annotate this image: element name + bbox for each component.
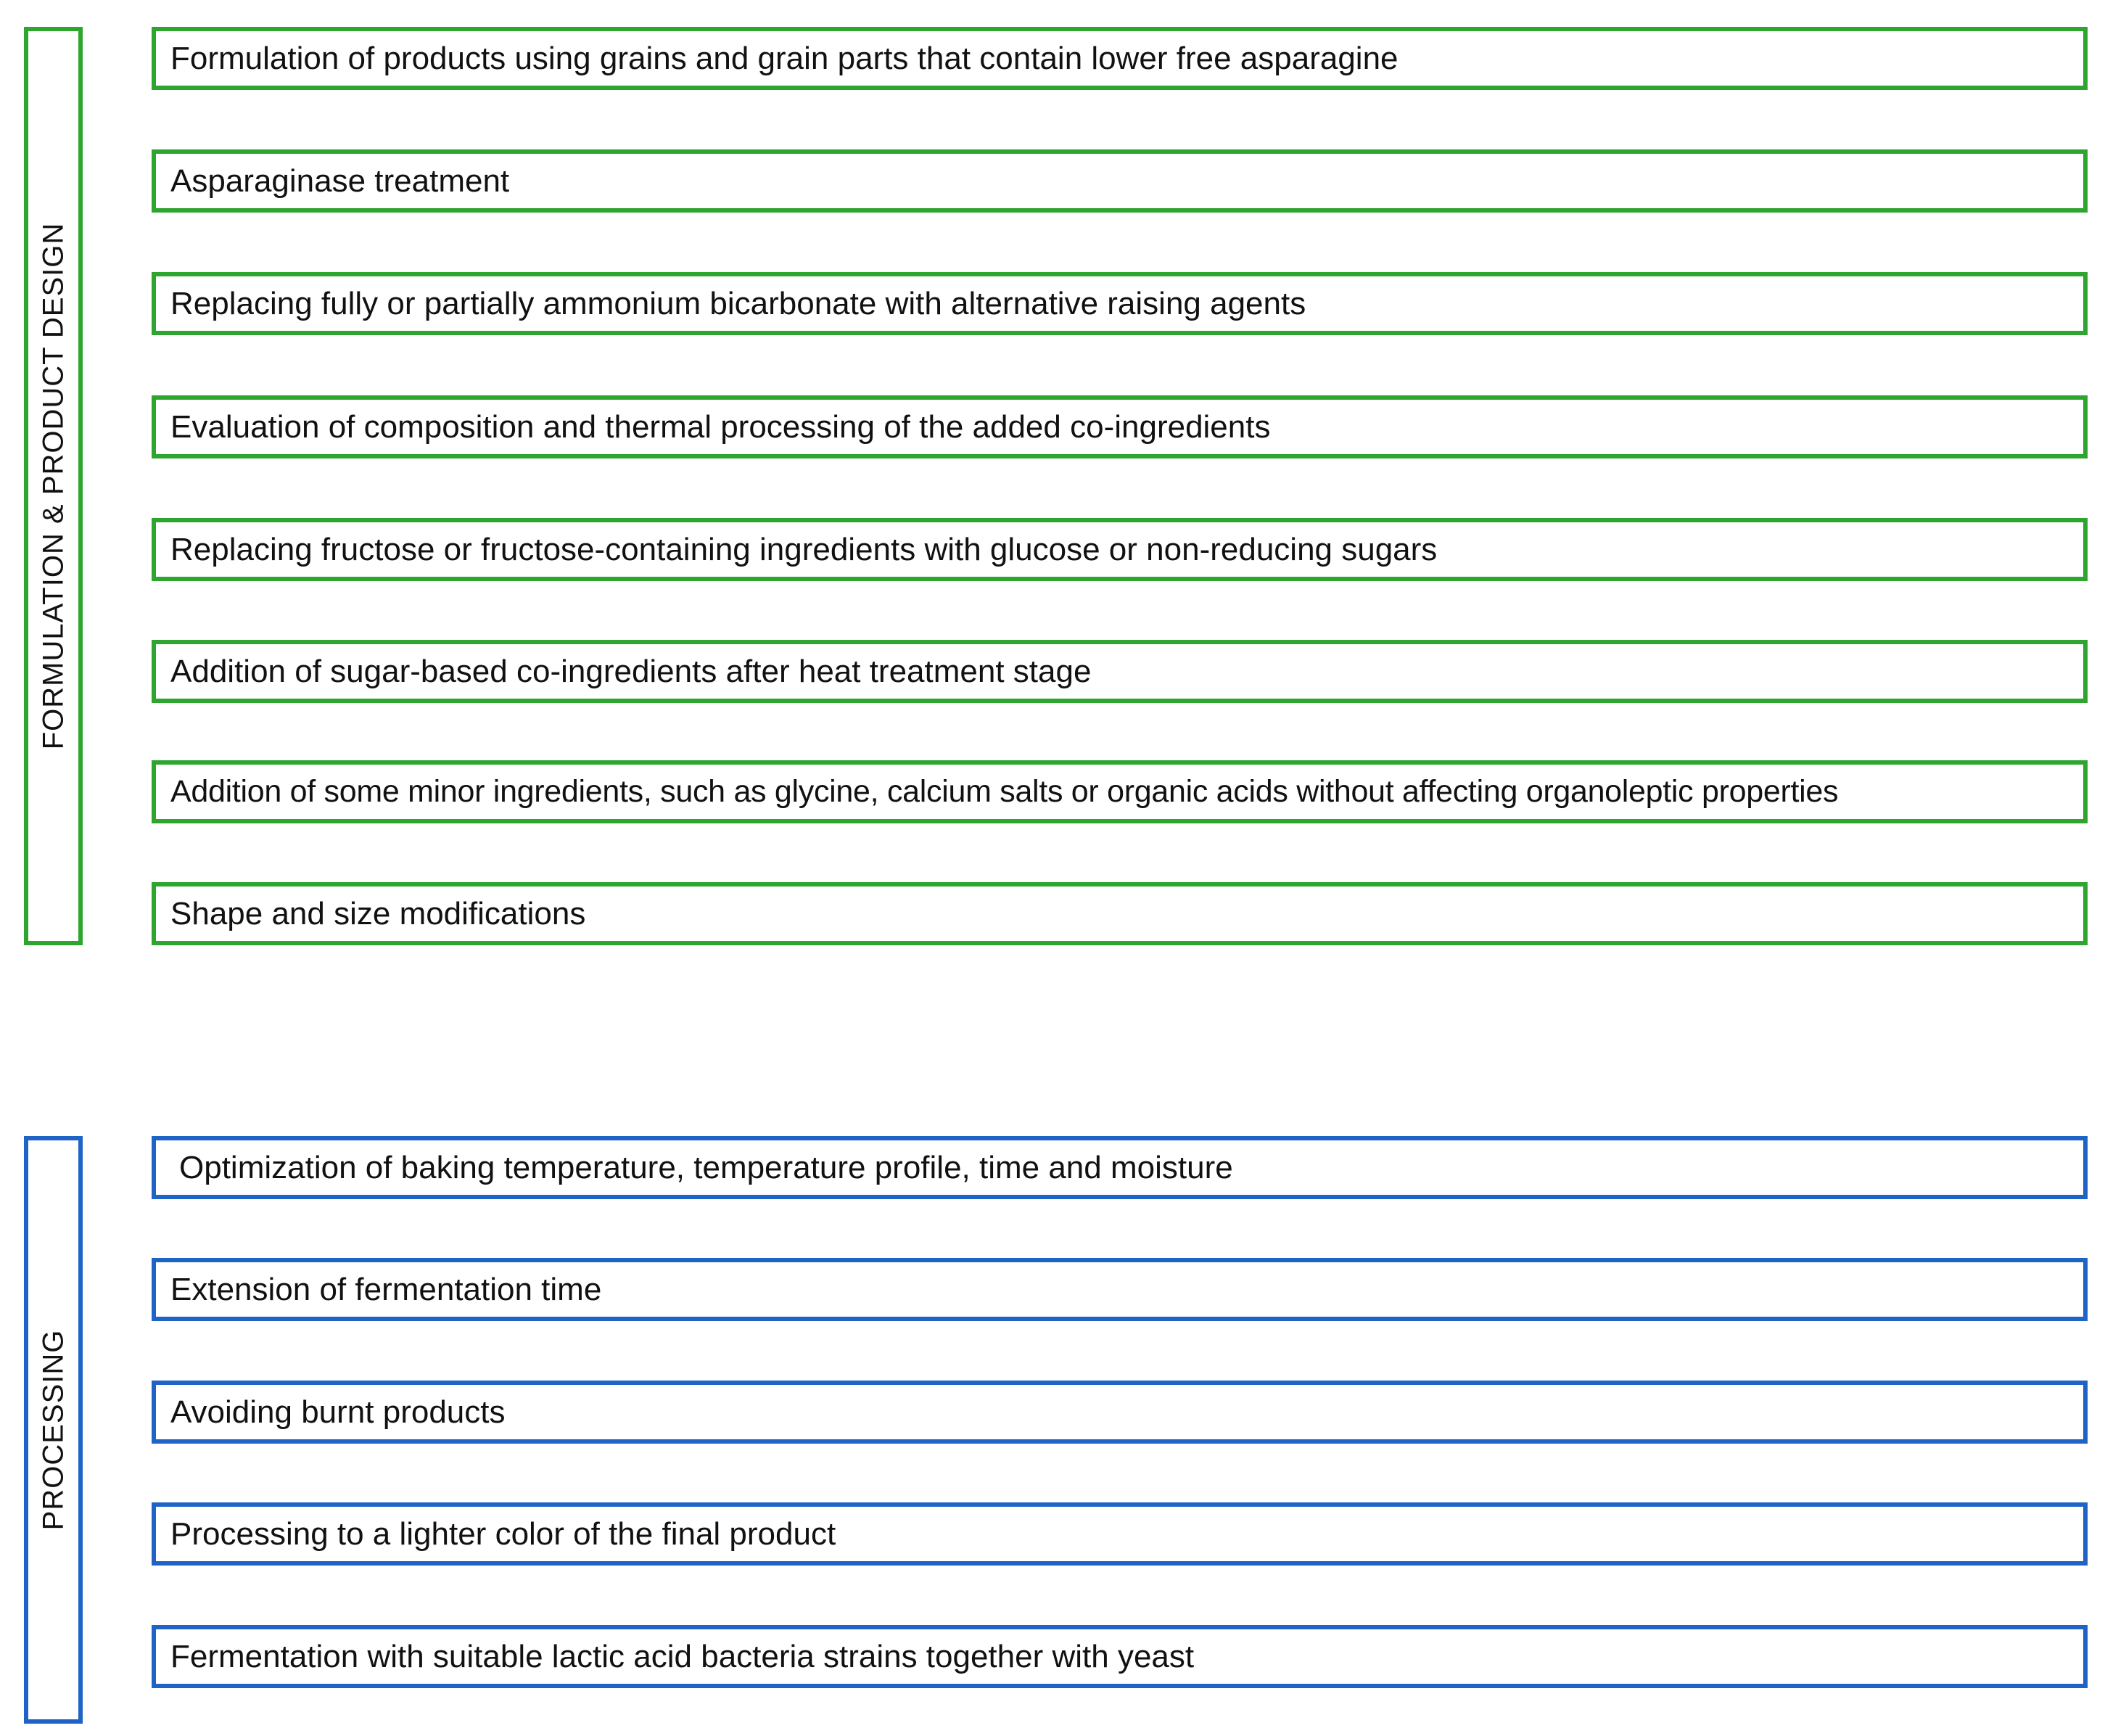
processing-item-box [152, 1381, 2088, 1444]
processing-category-label-box [24, 1136, 83, 1724]
processing-item-box [152, 1502, 2088, 1566]
formulation-item-text: Addition of sugar-based co-ingredients after heat treatment stage [170, 653, 1092, 689]
formulation-item-text: Formulation of products using grains and grain parts that contain lower free asparagine [170, 40, 1398, 76]
formulation-item-text: Evaluation of composition and thermal processing of the added co-ingredients [170, 408, 1271, 445]
processing-item-text: Fermentation with suitable lactic acid bacteria strains together with yeast [170, 1638, 1195, 1674]
processing-item-text: Extension of fermentation time [170, 1271, 602, 1307]
processing-item-text: Optimization of baking temperature, temperature profile, time and moisture [179, 1149, 1233, 1185]
processing-item-box [152, 1625, 2088, 1688]
formulation-item-text: Replacing fully or partially ammonium bicarbonate with alternative raising agents [170, 285, 1306, 321]
processing-item-box [152, 1258, 2088, 1321]
processing-category-label: PROCESSING [37, 1329, 69, 1531]
processing-item-text: Avoiding burnt products [170, 1394, 506, 1430]
formulation-item-box [152, 640, 2088, 703]
formulation-item-box [152, 272, 2088, 335]
formulation-item-box [152, 27, 2088, 90]
formulation-item-box [152, 518, 2088, 581]
formulation-item-text: Shape and size modifications [170, 895, 586, 931]
formulation-item-box [152, 882, 2088, 945]
formulation-category-label-box [24, 27, 83, 945]
formulation-item-text: Replacing fructose or fructose-containing ingredients with glucose or non-reducing sugars [170, 531, 1438, 567]
formulation-item-text: Asparaginase treatment [170, 163, 510, 199]
formulation-item-box [152, 760, 2088, 823]
formulation-category-label: FORMULATION & PRODUCT DESIGN [37, 222, 69, 750]
processing-item-box [152, 1136, 2088, 1199]
processing-item-text: Processing to a lighter color of the final product [170, 1515, 836, 1552]
processing-section [0, 1132, 2105, 1727]
formulation-item-text: Addition of some minor ingredients, such as glycine, calcium salts or organic acids without affecting organoleptic properties [170, 774, 1839, 809]
formulation-item-box [152, 149, 2088, 213]
formulation-item-box [152, 395, 2088, 458]
